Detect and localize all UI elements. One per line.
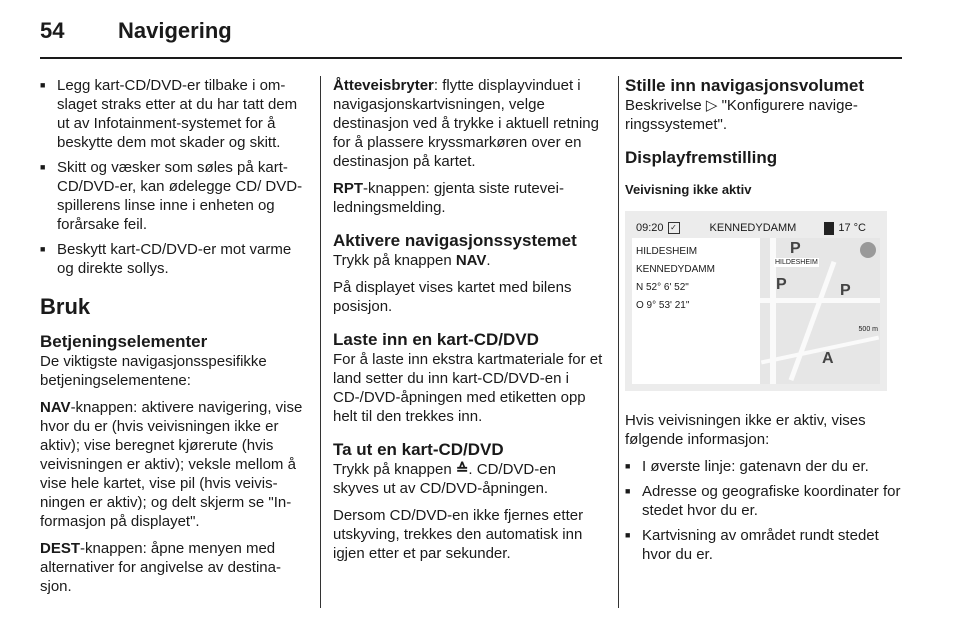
parking-icon: P bbox=[840, 282, 851, 299]
subheading-no-guidance: Veivisning ikke aktiv bbox=[625, 182, 752, 197]
nav-display-illustration bbox=[625, 211, 887, 391]
column-left bbox=[40, 76, 306, 604]
column-divider bbox=[618, 76, 619, 608]
list-item: ■ Skitt og væsker som søles på kart-CD/DVD-er, kan ødelegge CD/ DVD-spillerens linse inne i enheten og forårsake feil. bbox=[40, 158, 306, 234]
display-temperature: 17 °C bbox=[838, 222, 866, 234]
rpt-paragraph bbox=[333, 179, 605, 217]
arrow-icon: ▷ bbox=[705, 97, 718, 114]
list-item: ■ Kartvisning av området rundt stedet hvor du er. bbox=[625, 526, 905, 564]
heading-eject: Ta ut en kart-CD/DVD bbox=[333, 440, 504, 459]
care-list bbox=[40, 76, 306, 278]
column-right bbox=[625, 76, 905, 570]
map-scale: 500 m bbox=[858, 326, 878, 333]
list-item: ■ Beskytt kart-CD/DVD-er mot varme og direkte sollys. bbox=[40, 240, 306, 278]
compass-icon bbox=[860, 242, 876, 258]
column-middle bbox=[333, 76, 605, 571]
display-longitude: O 9° 53' 21" bbox=[636, 300, 690, 311]
heading-activate: Aktivere navigasjonssystemet bbox=[333, 231, 577, 250]
display-map bbox=[760, 238, 880, 384]
activate-text-end: . bbox=[486, 252, 491, 269]
rpt-text: -knappen: gjenta siste ruteveiledningsmelding. bbox=[333, 180, 564, 216]
load-paragraph: For å laste inn ekstra kartmateriale for et land setter du inn kart-CD/DVD-en i CD-/DVD-åpningen med etiketten opp helt til den trekkes inn. bbox=[333, 351, 603, 425]
display-street: KENNEDYDAMM bbox=[709, 222, 797, 234]
activate-text: Trykk på knappen bbox=[333, 252, 456, 269]
heading-load: Laste inn en kart-CD/DVD bbox=[333, 330, 539, 349]
column-divider bbox=[320, 76, 321, 608]
parking-icon: P bbox=[776, 276, 787, 293]
eject-text-end: . CD/DVD-en skyves ut av CD/DVD-åpningen. bbox=[333, 461, 556, 497]
controls-intro: De viktigste navigasjonsspesifikke betjeningselementene: bbox=[40, 353, 267, 389]
volume-text-end: "Konfigurere navigeringssystemet". bbox=[625, 97, 858, 133]
display-info-list bbox=[625, 457, 905, 564]
nav-key-text: -knappen: aktivere navigering, vise hvor du er (hvis veivisningen ikke er aktiv); vise beregnet kjørerute (hvis veivisningen er aktiv); veksle mellom å vise hele kartet, vise pil (hvis veivisningen er aktiv); og delt skjerm se "Informasjon på displayet". bbox=[40, 399, 303, 530]
fuel-icon bbox=[824, 222, 834, 235]
display-caption: Hvis veivisningen ikke er aktiv, vises følgende informasjon: bbox=[625, 412, 866, 448]
nav-key-label: NAV bbox=[40, 399, 71, 416]
eject-paragraph bbox=[333, 460, 605, 498]
switch-paragraph bbox=[333, 76, 605, 171]
display-time: 09:20 bbox=[636, 222, 664, 234]
volume-text: Beskrivelse bbox=[625, 97, 706, 114]
route-icon: ✓ bbox=[668, 222, 680, 234]
heading-volume: Stille inn navigasjonsvolumet bbox=[625, 76, 864, 95]
switch-text: : flytte displayvinduet i navigasjonskartvisningen, velge destinasjon ved å trykke i aktuell retning for å plassere kryssmarkøren over en destinasjon på kartet. bbox=[333, 77, 599, 170]
volume-paragraph bbox=[625, 96, 905, 134]
dest-key-label: DEST bbox=[40, 540, 81, 557]
dest-key-text: -knappen: åpne menyen med alternativer for angivelse av destinasjon. bbox=[40, 540, 281, 595]
dest-key-paragraph bbox=[40, 539, 306, 596]
header-rule bbox=[40, 57, 902, 59]
list-item: ■ Legg kart-CD/DVD-er tilbake i omslaget straks etter at du har tatt dem ut av Infotainment-systemet for å beskytte dem mot skader og skitt. bbox=[40, 76, 306, 152]
activate-paragraph bbox=[333, 251, 605, 270]
display-road: KENNEDYDAMM bbox=[636, 264, 715, 275]
activate-paragraph-2: På displayet vises kartet med bilens posisjon. bbox=[333, 279, 572, 315]
display-info bbox=[636, 244, 715, 316]
rpt-label: RPT bbox=[333, 180, 363, 197]
heading-display: Displayfremstilling bbox=[625, 148, 778, 167]
eject-icon: ≙ bbox=[455, 461, 469, 478]
nav-key-paragraph bbox=[40, 398, 306, 531]
display-latitude: N 52° 6' 52" bbox=[636, 282, 689, 293]
display-top-bar bbox=[632, 218, 880, 238]
car-position-icon: A bbox=[822, 350, 834, 367]
nav-key-label: NAV bbox=[455, 252, 487, 269]
section-heading-bruk: Bruk bbox=[40, 294, 91, 319]
map-road bbox=[761, 336, 879, 365]
heading-controls: Betjeningselementer bbox=[40, 332, 208, 351]
map-city-label: HILDESHEIM bbox=[775, 259, 818, 266]
eject-paragraph-2: Dersom CD/DVD-en ikke fjernes etter utskyving, trekkes den automatisk inn igjen etter et par sekunder. bbox=[333, 507, 584, 562]
switch-label: Åtteveisbryter bbox=[333, 77, 434, 94]
list-item: ■ I øverste linje: gatenavn der du er. bbox=[625, 457, 905, 476]
page-header bbox=[40, 18, 232, 50]
chapter-title: Navigering bbox=[118, 18, 232, 43]
list-item: ■ Adresse og geografiske koordinater for stedet hvor du er. bbox=[625, 482, 905, 520]
display-city: HILDESHEIM bbox=[636, 246, 698, 257]
page-number: 54 bbox=[40, 18, 65, 43]
parking-icon: P bbox=[790, 240, 801, 257]
eject-text: Trykk på knappen bbox=[333, 461, 456, 478]
